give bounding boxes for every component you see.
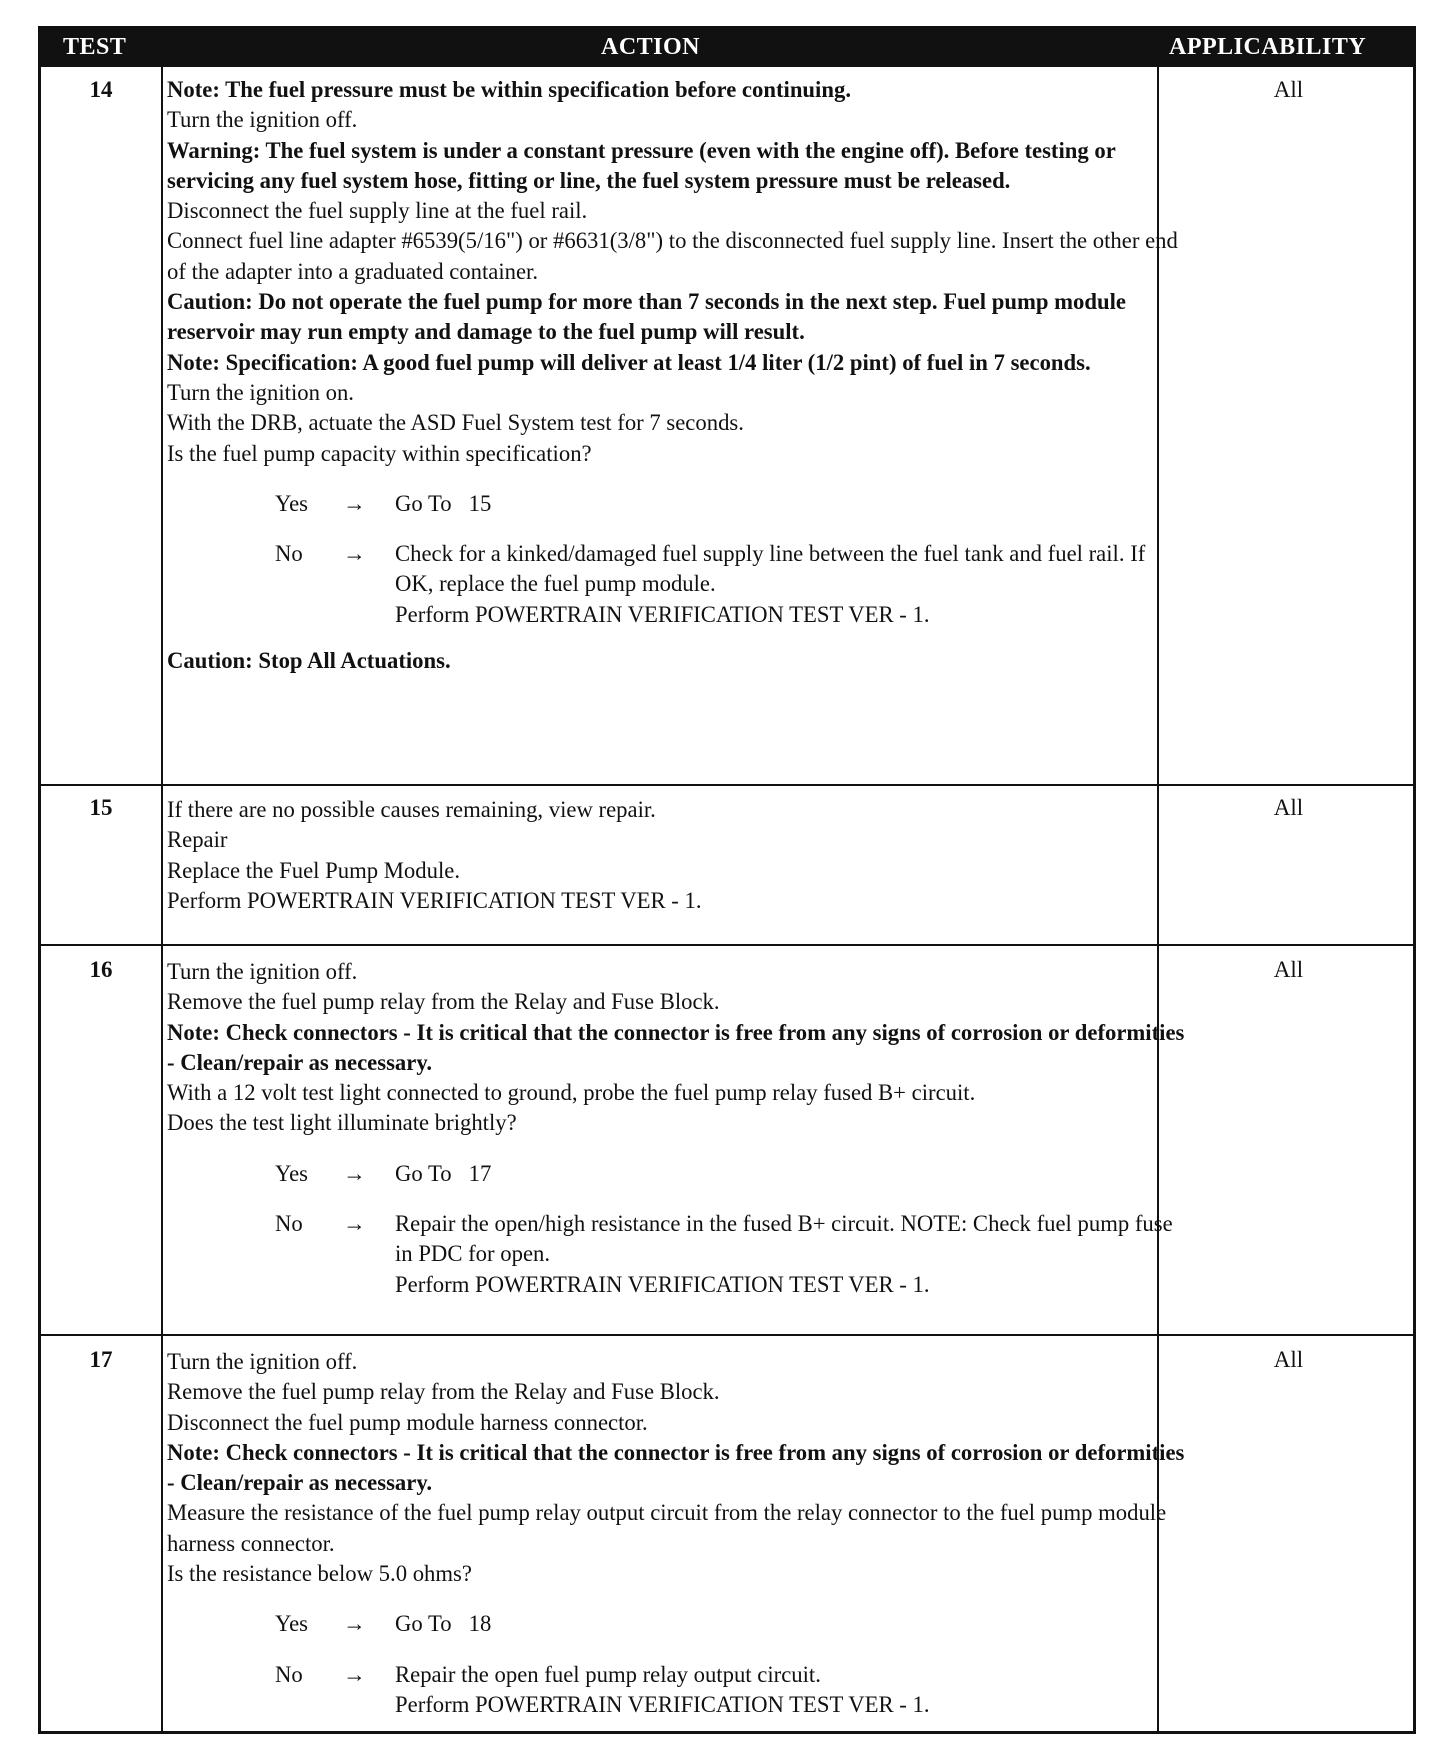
no-text: Check for a kinked/damaged fuel supply line between the fuel tank and fuel rail. If OK, replace the fuel pump module. [395,541,1146,597]
step-text: Disconnect the fuel pump module harness connector. [167,1409,648,1435]
step-text: Turn the ignition off. [167,959,358,984]
step-text: Remove the fuel pump relay from the Relay and Fuse Block. [167,989,720,1015]
test-number: 14 [89,77,113,102]
yes-label: Yes [275,490,309,516]
applicability: All [1273,1347,1304,1372]
row-divider [41,784,1413,786]
no-label: No [275,541,303,567]
yes-text: Go To 17 [395,1160,492,1186]
yes-branch [167,1609,1187,1639]
test-number: 17 [89,1347,113,1372]
step-text: Turn the ignition off. [167,107,358,133]
test-number: 16 [89,957,113,982]
step-text: Turn the ignition on. [167,379,354,405]
yes-label: Yes [275,1160,309,1186]
step-text: Connect fuel line adapter #6539(5/16") or #6631(3/8") to the disconnected fuel supply line. Insert the other end of the adapter into a graduated container. [167,228,1178,284]
yes-text: Go To 18 [395,1611,492,1637]
no-text-block [395,1660,1187,1721]
step-text: Measure the resistance of the fuel pump relay output circuit from the relay connector to the fuel pump module harness connector. [167,1500,1167,1556]
applicability: All [1273,795,1304,820]
header-applicability: APPLICABILITY [1169,34,1367,60]
question-text: Does the test light illuminate brightly? [167,1110,517,1136]
no-branch [167,539,1187,630]
arrow-icon: → [343,1160,366,1186]
note-text: Note: Specification: A good fuel pump will deliver at least 1/4 liter (1/2 pint) of fuel in 7 seconds. [167,349,1091,375]
repair-line: Replace the Fuel Pump Module. [167,857,460,883]
action-cell [167,75,1187,676]
header-action: ACTION [601,34,701,60]
column-divider [161,67,163,1731]
yes-branch [167,1159,1187,1189]
yes-branch [167,489,1187,519]
no-text-block [395,539,1187,630]
no-branch [167,1209,1187,1300]
yes-label: Yes [275,1611,309,1637]
question-text: Is the resistance below 5.0 ohms? [167,1561,472,1587]
no-text-2: Perform POWERTRAIN VERIFICATION TEST VER - 1. [395,601,930,627]
yes-text: Go To 15 [395,490,492,516]
step-text: Turn the ignition off. [167,1349,358,1374]
no-text-block [395,1209,1187,1300]
no-text-2: Perform POWERTRAIN VERIFICATION TEST VER - 1. [395,1271,930,1297]
step-text: If there are no possible causes remaining, view repair. [167,797,656,822]
arrow-icon: → [343,541,366,567]
arrow-icon: → [343,1211,366,1237]
repair-line: Perform POWERTRAIN VERIFICATION TEST VER - 1. [167,887,702,913]
action-cell [167,957,1187,1300]
note-text: Note: Check connectors - It is critical that the connector is free from any signs of corrosion or deformities - Clean/repair as necessary. [167,1439,1185,1496]
test-number: 15 [89,795,113,820]
row-divider [41,944,1413,946]
repair-title: Repair [167,827,228,853]
step-text: With the DRB, actuate the ASD Fuel System test for 7 seconds. [167,410,744,436]
warning-text: Warning: The fuel system is under a constant pressure (even with the engine off). Before testing or servicing any fuel system hose, fitting or line, the fuel system pressure must be released. [167,137,1116,193]
no-label: No [275,1661,303,1687]
step-text: Remove the fuel pump relay from the Relay and Fuse Block. [167,1379,720,1405]
table-header [41,29,1413,67]
applicability: All [1273,957,1304,982]
no-text-2: Perform POWERTRAIN VERIFICATION TEST VER - 1. [395,1691,930,1717]
step-text: Disconnect the fuel supply line at the fuel rail. [167,198,588,224]
no-branch [167,1660,1187,1721]
arrow-icon: → [343,490,366,516]
note-text: Note: The fuel pressure must be within specification before continuing. [167,77,851,102]
no-label: No [275,1211,303,1237]
caution-text: Caution: Do not operate the fuel pump for more than 7 seconds in the next step. Fuel pump module reservoir may run empty and damage to the fuel pump will result. [167,289,1127,345]
caution-footer: Caution: Stop All Actuations. [167,648,451,674]
arrow-icon: → [343,1661,366,1687]
note-text: Note: Check connectors - It is critical that the connector is free from any signs of corrosion or deformities - Clean/repair as necessary. [167,1019,1185,1075]
arrow-icon: → [343,1611,366,1637]
diagnostic-table [38,26,1416,1734]
action-cell [167,795,1187,916]
header-test: TEST [63,34,127,60]
step-text: With a 12 volt test light connected to ground, probe the fuel pump relay fused B+ circuit. [167,1080,976,1106]
question-text: Is the fuel pump capacity within specification? [167,440,592,466]
no-text: Repair the open/high resistance in the fused B+ circuit. NOTE: Check fuel pump fuse in PDC for open. [395,1211,1173,1267]
action-cell [167,1347,1187,1720]
no-text: Repair the open fuel pump relay output circuit. [395,1661,821,1687]
row-divider [41,1334,1413,1336]
applicability: All [1273,77,1304,102]
